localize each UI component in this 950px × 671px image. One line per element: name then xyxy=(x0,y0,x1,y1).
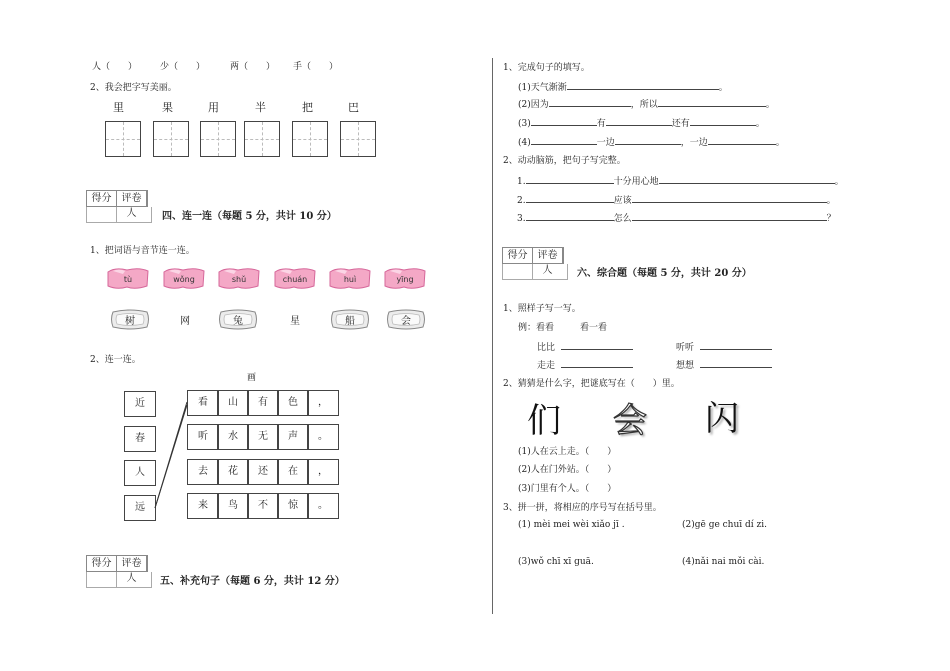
blank-line[interactable] xyxy=(658,97,766,107)
r-q2-item: 1. 十分用心地 。 xyxy=(517,174,844,187)
poem-cell: 无 xyxy=(247,424,279,450)
blank-line[interactable] xyxy=(690,116,756,126)
s6-q3: 3、拼一拼，将相应的序号写在括号里。 xyxy=(503,503,662,513)
riddle-char: 们 xyxy=(527,401,561,441)
pinyin-label: wǒng xyxy=(173,275,195,284)
blank-line[interactable] xyxy=(526,193,614,203)
left-char-box: 近 xyxy=(124,391,156,417)
grader-cell[interactable] xyxy=(117,572,152,588)
grader-label: 评卷人 xyxy=(533,248,563,263)
fill-item-2: 少（ ） xyxy=(160,62,206,72)
word-label: 会 xyxy=(401,316,411,327)
riddle-item: (3)门里有个人。（ ） xyxy=(518,484,617,494)
riddle-item: (2)人在门外站。（ ） xyxy=(518,465,617,475)
blank-line[interactable] xyxy=(708,135,776,145)
word-label: 树 xyxy=(125,316,135,327)
poem-cell: 还 xyxy=(247,459,279,485)
score-label: 得分 xyxy=(87,191,117,206)
r-q1-title: 1、完成句子的填写。 xyxy=(503,63,590,73)
example-label: 例：看看 xyxy=(518,323,555,333)
left-char-box: 春 xyxy=(124,426,156,452)
pinyin-item: (4)nǎi nai mǒi cài. xyxy=(682,557,765,567)
poem-cell: 。 xyxy=(307,493,339,519)
blank-line[interactable] xyxy=(700,340,772,350)
write-char: 用 xyxy=(208,101,219,114)
question-write-title: 2、我会把字写美丽。 xyxy=(90,83,177,93)
s6-q2: 2、猜猜是什么字，把谜底写在（ ）里。 xyxy=(503,379,680,389)
blank-line[interactable] xyxy=(531,135,597,145)
blank-line[interactable] xyxy=(632,211,827,221)
poem-title: 画 xyxy=(247,373,257,383)
r-q1-item4: (4) 一边 ，一边 。 xyxy=(518,135,785,148)
write-char: 里 xyxy=(113,101,124,114)
r-q1-item2: (2)因为 ，所以 。 xyxy=(518,97,775,110)
write-char: 果 xyxy=(162,101,173,114)
riddle-char: 闪 xyxy=(705,399,739,439)
pinyin-label: huì xyxy=(343,275,357,284)
blank-line[interactable] xyxy=(615,135,681,145)
poem-cell: 来 xyxy=(187,493,219,519)
pair-item: 比比 xyxy=(537,340,633,353)
score-label: 得分 xyxy=(503,248,533,263)
pinyin-item: (1) mèi mei wèi xiǎo jī . xyxy=(518,520,625,530)
sec4-q2: 2、连一连。 xyxy=(90,355,141,365)
blank-line[interactable] xyxy=(561,358,633,368)
pinyin-label: chuán xyxy=(282,275,308,284)
score-cell[interactable] xyxy=(502,264,533,280)
blank-line[interactable] xyxy=(659,174,835,184)
example-answer: 看一看 xyxy=(580,323,608,333)
grader-label: 评卷人 xyxy=(117,556,147,571)
r-q1-item1: (1)天气渐渐 。 xyxy=(518,80,728,93)
blank-line[interactable] xyxy=(549,97,631,107)
blank-line[interactable] xyxy=(531,116,597,126)
s6-q1: 1、照样子写一写。 xyxy=(503,304,581,314)
write-char: 把 xyxy=(302,101,313,114)
fill-item-4: 手（ ） xyxy=(293,62,339,72)
r-q2-title: 2、动动脑筋，把句子写完整。 xyxy=(503,156,626,166)
blank-line[interactable] xyxy=(632,193,827,203)
score-box xyxy=(86,555,148,584)
section4-title: 四、连一连（每题 5 分，共计 10 分） xyxy=(162,211,337,222)
poem-cell: 有 xyxy=(247,390,279,416)
sec4-q1: 1、把词语与音节连一连。 xyxy=(90,246,195,256)
left-char-box: 远 xyxy=(124,495,156,521)
score-box xyxy=(502,247,564,276)
section5-title: 五、补充句子（每题 6 分，共计 12 分） xyxy=(160,576,345,587)
pair-item: 想想 xyxy=(676,358,772,371)
poem-cell: 听 xyxy=(187,424,219,450)
poem-cell: ， xyxy=(307,459,339,485)
connect-line xyxy=(155,405,187,508)
write-char: 半 xyxy=(255,101,266,114)
poem-cell: 去 xyxy=(187,459,219,485)
r-q2-item: 3. 怎么 ？ xyxy=(517,211,836,224)
blank-line[interactable] xyxy=(606,116,672,126)
grader-cell[interactable] xyxy=(533,264,568,280)
poem-cell: 水 xyxy=(217,424,249,450)
word-label: 船 xyxy=(345,316,355,327)
poem-cell: 不 xyxy=(247,493,279,519)
pinyin-item: (3)wǒ chī xī guā. xyxy=(518,557,594,567)
score-label: 得分 xyxy=(87,556,117,571)
left-char-box: 人 xyxy=(124,460,156,486)
blank-line[interactable] xyxy=(561,340,633,350)
poem-cell: ， xyxy=(307,390,339,416)
riddle-char-outline: 会 xyxy=(613,401,647,441)
word-label: 网 xyxy=(180,316,190,327)
blank-line[interactable] xyxy=(526,211,614,221)
poem-cell: 花 xyxy=(217,459,249,485)
poem-cell: 在 xyxy=(277,459,309,485)
pair-item: 听听 xyxy=(676,340,772,353)
r-q2-item: 2. 应该 。 xyxy=(517,193,836,206)
poem-cell: 。 xyxy=(307,424,339,450)
grader-label: 评卷人 xyxy=(117,191,147,206)
column-divider xyxy=(492,58,493,614)
section6-title: 六、综合题（每题 5 分，共计 20 分） xyxy=(577,268,752,279)
pinyin-label: yīng xyxy=(396,275,414,284)
poem-cell: 惊 xyxy=(277,493,309,519)
poem-cell: 鸟 xyxy=(217,493,249,519)
pinyin-label: shǔ xyxy=(231,275,247,284)
r-q1-item3: (3) 有 还有 。 xyxy=(518,116,765,129)
poem-cell: 看 xyxy=(187,390,219,416)
blank-line[interactable] xyxy=(700,358,772,368)
blank-line[interactable] xyxy=(567,80,719,90)
fill-item-1: 人（ ） xyxy=(92,62,138,72)
poem-cell: 山 xyxy=(217,390,249,416)
pair-item: 走走 xyxy=(537,358,633,371)
score-cell[interactable] xyxy=(86,572,117,588)
write-char: 巴 xyxy=(348,101,359,114)
fill-item-3: 两（ ） xyxy=(230,62,276,72)
poem-cell: 色 xyxy=(277,390,309,416)
word-label: 兔 xyxy=(233,316,243,327)
blank-line[interactable] xyxy=(526,174,614,184)
pinyin-item: (2)gē ge chuī dí zi. xyxy=(682,520,767,530)
riddle-item: (1)人在云上走。（ ） xyxy=(518,447,617,457)
poem-cell: 声 xyxy=(277,424,309,450)
word-label: 星 xyxy=(290,316,300,327)
pinyin-label: tù xyxy=(123,275,133,284)
